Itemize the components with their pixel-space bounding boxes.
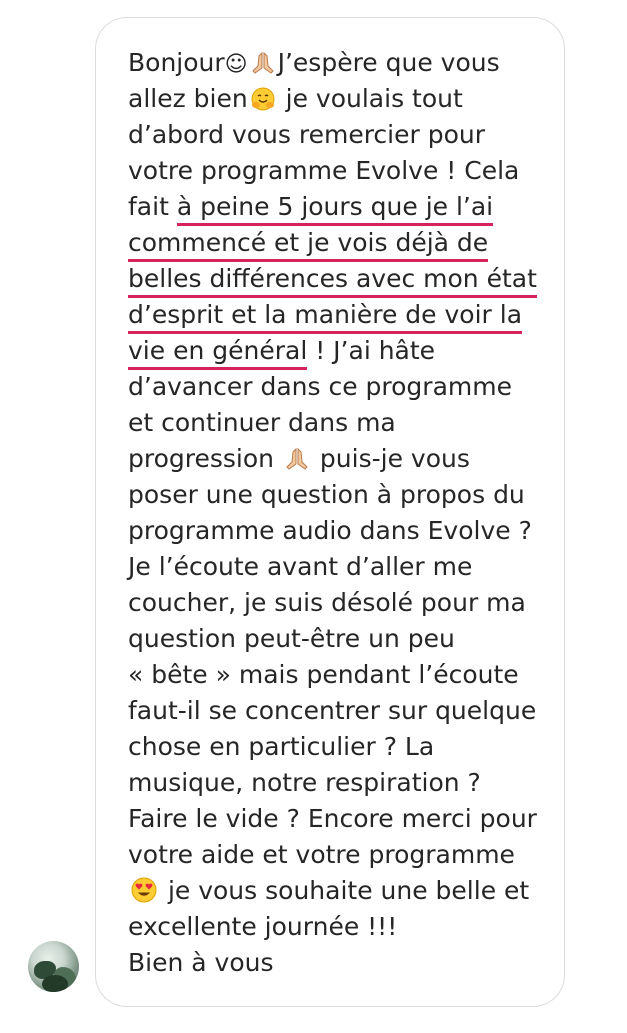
message-line [128, 81, 548, 117]
text-fragment: J’espère que vous [277, 48, 500, 77]
message-line: faut-il se concentrer sur quelque [128, 696, 537, 725]
message-line [128, 333, 548, 369]
message-line [128, 297, 548, 333]
highlighted-text: belles différences avec mon état [128, 263, 537, 298]
message-line: poser une question à propos du [128, 480, 525, 509]
message-line [128, 189, 548, 225]
message-line [128, 873, 548, 909]
message-line: d’abord vous remercier pour [128, 120, 486, 149]
message-line: coucher, je suis désolé pour ma [128, 588, 526, 617]
message-line: votre programme Evolve ! Cela [128, 156, 520, 185]
smiley-icon: ☺ [224, 52, 248, 77]
avatar-foliage [42, 975, 68, 992]
message-line: Faire le vide ? Encore merci pour [128, 804, 537, 833]
message-line [128, 441, 548, 477]
text-fragment: puis-je vous [311, 444, 470, 473]
highlighted-text: vie en général [128, 335, 307, 370]
text-fragment: Bonjour [128, 48, 225, 77]
message-line: et continuer dans ma [128, 408, 396, 437]
message-line: Bien à vous [128, 948, 274, 977]
message-text [128, 45, 548, 981]
message-line: votre aide et votre programme [128, 840, 515, 869]
highlighted-text: à peine 5 jours que je l’ai [177, 191, 493, 226]
text-fragment: je vous souhaite une belle et [160, 876, 530, 905]
message-line: d’avancer dans ce programme [128, 372, 512, 401]
highlighted-text: commencé et je vois déjà de [128, 227, 488, 262]
text-fragment: fait [128, 192, 177, 221]
text-fragment: je voulais tout [277, 84, 463, 113]
text-fragment: allez bien [128, 84, 248, 113]
text-fragment: progression [128, 444, 282, 473]
avatar[interactable] [28, 941, 79, 992]
message-line: question peut-être un peu [128, 624, 455, 653]
text-fragment: ! J’ai hâte [307, 336, 436, 365]
message-line [128, 45, 548, 81]
message-line: musique, notre respiration ? [128, 768, 481, 797]
message-line: Je l’écoute avant d’aller me [128, 552, 473, 581]
message-line [128, 225, 548, 261]
message-line: chose en particulier ? La [128, 732, 435, 761]
message-line: « bête » mais pendant l’écoute [128, 660, 519, 689]
message-line: excellente journée !!! [128, 912, 398, 941]
message-line [128, 261, 548, 297]
highlighted-text: d’esprit et la manière de voir la [128, 299, 522, 334]
message-line: programme audio dans Evolve ? [128, 516, 532, 545]
